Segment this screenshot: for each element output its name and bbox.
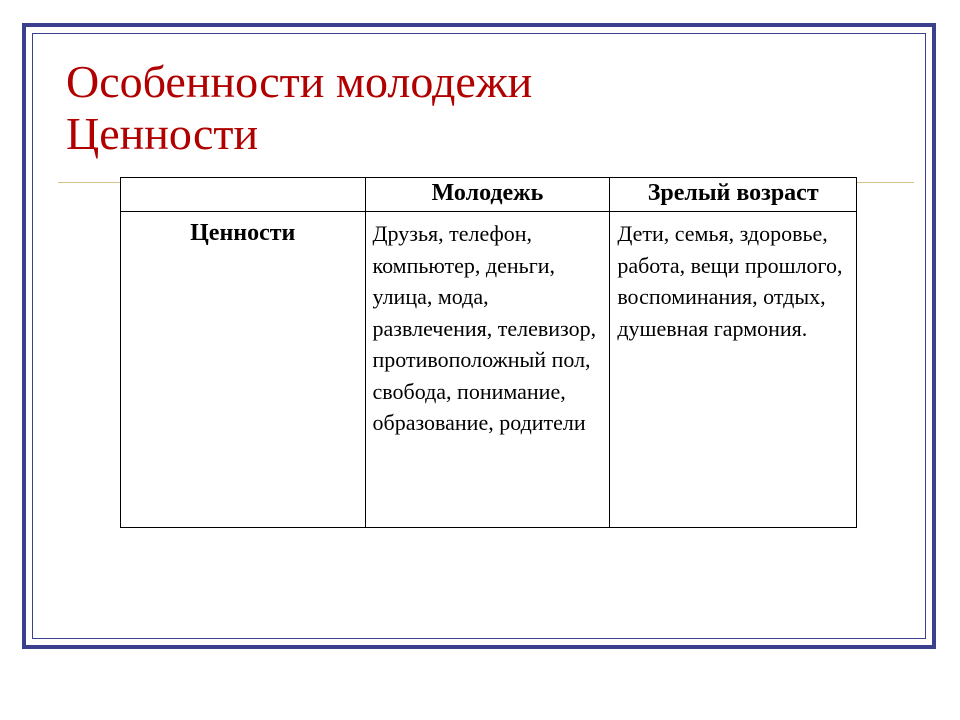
header-empty-cell xyxy=(121,178,366,212)
header-mature-age: Зрелый возраст xyxy=(610,178,857,212)
slide-title xyxy=(66,56,532,160)
title-line-2: Ценности xyxy=(66,108,259,159)
row-label-values: Ценности xyxy=(121,212,366,528)
table-row xyxy=(121,212,857,528)
youth-values-cell: Друзья, телефон, компьютер, деньги, улица, мода, развлечения, телевизор, противоположный пол, свобода, понимание, образование, родители xyxy=(365,212,610,528)
header-youth: Молодежь xyxy=(365,178,610,212)
title-line-1: Особенности молодежи xyxy=(66,56,533,107)
values-table xyxy=(120,177,857,528)
table-header-row xyxy=(121,178,857,212)
mature-values-cell: Дети, семья, здоровье, работа, вещи прошлого, воспоминания, отдых, душевная гармония. xyxy=(610,212,857,528)
